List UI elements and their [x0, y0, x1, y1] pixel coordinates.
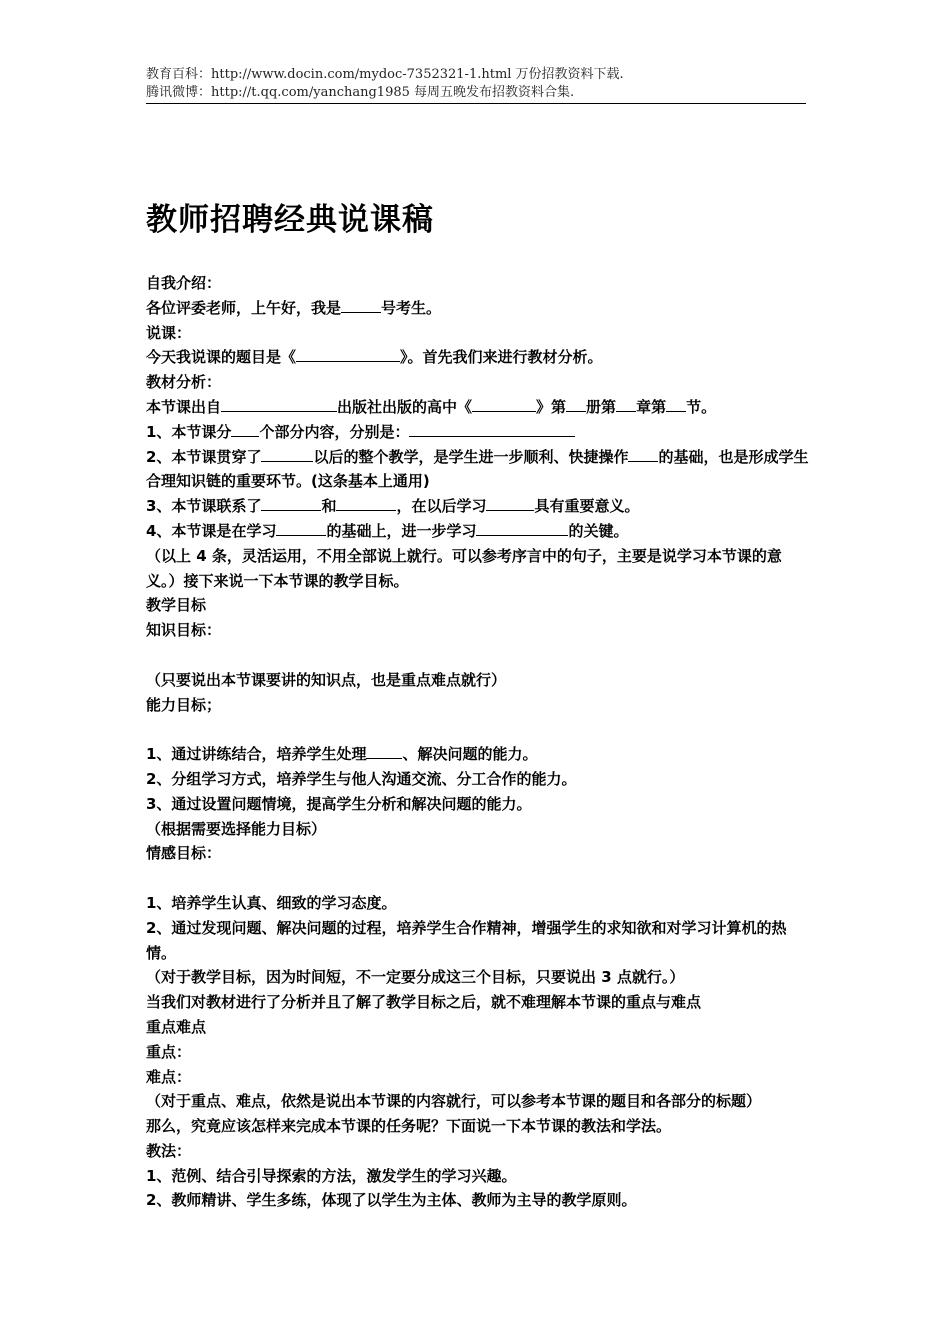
knowledge-note: （只要说出本节课要讲的知识点，也是重点难点就行）: [146, 670, 507, 689]
key-point-label: 重点：: [146, 1042, 192, 1061]
topic-line: 今天我说课的题目是《 》。首先我们来进行教材分析。: [146, 348, 603, 367]
greeting-line: 各位评委老师，上午好，我是 号考生。: [146, 298, 442, 317]
goals-note: （对于教学目标，因为时间短，不一定要分成这三个目标，只要说出 3 点就行。）: [146, 968, 685, 987]
document-title: 教师招聘经典说课稿: [146, 202, 434, 238]
talk-heading: 说课：: [146, 323, 192, 342]
page-header: [146, 66, 806, 104]
ability-item-2: 2、分组学习方式，培养学生与他人沟通交流、分工合作的能力。: [146, 769, 577, 788]
ability-heading: 能力目标；: [146, 695, 222, 714]
book-blank: [472, 396, 536, 412]
analysis-item-3: 3、本节课联系了 和 ，在以后学习 具有重要意义。: [146, 497, 640, 516]
goals-heading: 教学目标: [146, 596, 207, 615]
analysis-item-4: 4、本节课是在学习 的基础上，进一步学习 的关键。: [146, 521, 629, 540]
section-blank: [666, 396, 686, 412]
key-note: （对于重点、难点，依然是说出本节课的内容就行，可以参考本节课的题目和各部分的标题）: [146, 1092, 762, 1111]
volume-blank: [566, 396, 586, 412]
emotion-item-1: 1、培养学生认真、细致的学习态度。: [146, 893, 397, 912]
analysis-heading: 教材分析：: [146, 373, 222, 392]
document-body: [146, 271, 810, 1213]
emotion-heading: 情感目标：: [146, 844, 222, 863]
analysis-item-2: 2、本节课贯穿了 以后的整个教学，是学生进一步顺利、快捷操作 的基础，也是形成学生合理知识链的重要环节。(这条基本上通用): [146, 447, 809, 491]
ability-item-1: 1、通过讲练结合，培养学生处理 、解决问题的能力。: [146, 745, 538, 764]
ability-note: （根据需要选择能力目标）: [146, 819, 327, 838]
chapter-blank: [616, 396, 636, 412]
transition-line-1: 当我们对教材进行了分析并且了解了教学目标之后，就不难理解本节课的重点与难点: [146, 993, 702, 1012]
analysis-item-1: 1、本节课分 个部分内容，分别是：: [146, 420, 810, 445]
exam-number-blank: [341, 297, 381, 313]
analysis-note: （以上 4 条，灵活运用，不用全部说上就行。可以参考序言中的句子，主要是说学习本节课的意义。）接下来说一下本节课的教学目标。: [146, 546, 782, 590]
key-difficulty-heading: 重点难点: [146, 1017, 207, 1036]
transition-line-2: 那么，究竟应该怎样来完成本节课的任务呢？下面说一下本节课的教法和学法。: [146, 1117, 672, 1136]
method-item-1: 1、范例、结合引导探索的方法，激发学生的学习兴趣。: [146, 1166, 517, 1185]
header-line-weibo: 腾讯微博：http://t.qq.com/yanchang1985 每周五晚发布招教资料合集.: [146, 85, 575, 100]
emotion-item-2: 2、通过发现问题、解决问题的过程，培养学生合作精神，增强学生的求知欲和对学习计算机的热情。: [146, 918, 787, 962]
publisher-blank: [221, 396, 337, 412]
difficult-point-label: 难点：: [146, 1067, 192, 1086]
knowledge-heading: 知识目标：: [146, 621, 222, 640]
method-heading: 教法：: [146, 1141, 192, 1160]
method-item-2: 2、教师精讲、学生多练，体现了以学生为主体、教师为主导的教学原则。: [146, 1191, 637, 1210]
self-intro-heading: 自我介绍：: [146, 274, 222, 292]
topic-blank: [296, 346, 400, 362]
ability-item-3: 3、通过设置问题情境，提高学生分析和解决问题的能力。: [146, 794, 532, 813]
header-line-docin: 教育百科：http://www.docin.com/mydoc-7352321-1.html 万份招教资料下载.: [146, 67, 624, 82]
source-line: 本节课出自 出版社出版的高中《 》第 册第 章第 节。: [146, 397, 717, 416]
